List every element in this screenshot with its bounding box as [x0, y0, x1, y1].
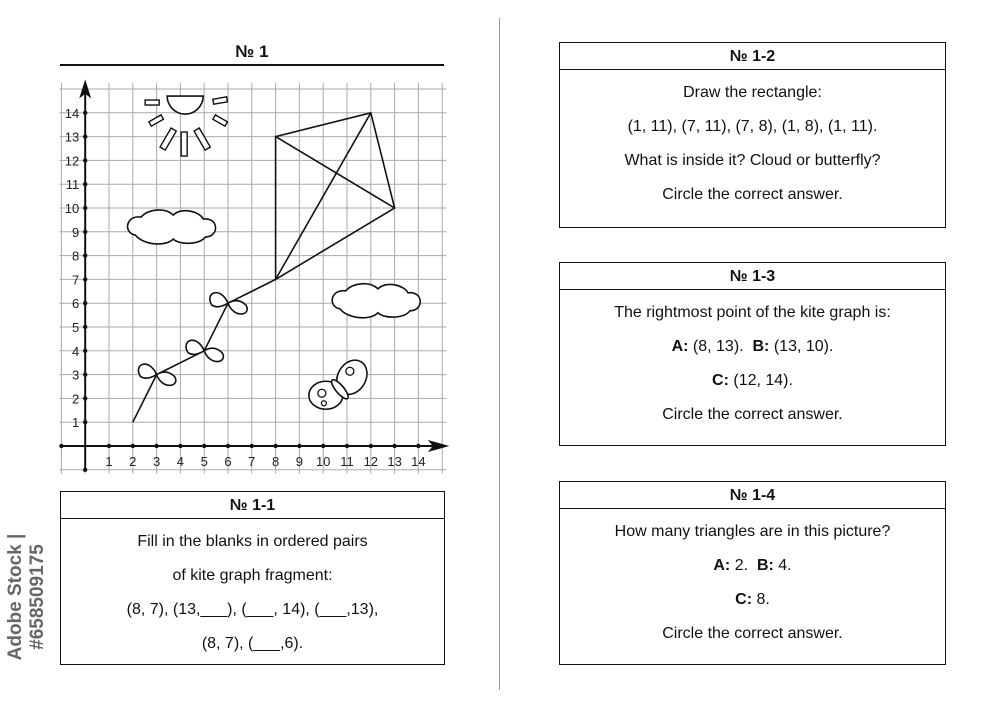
- y-tick-label: 11: [65, 177, 80, 193]
- y-tick-label: 14: [64, 105, 80, 121]
- x-tick-dot: [178, 444, 182, 448]
- task-1-2-line: (1, 11), (7, 11), (7, 8), (1, 8), (1, 11).: [627, 118, 878, 135]
- cloud-icon: [128, 210, 216, 244]
- y-tick-dot: [83, 111, 87, 115]
- task-1-4-box: [559, 481, 946, 665]
- x-tick-label: 7: [248, 454, 256, 469]
- kite-outline: [276, 113, 395, 280]
- sun-icon: [167, 96, 203, 114]
- x-tick-label: 14: [411, 454, 426, 469]
- x-tick-label: 12: [363, 454, 379, 469]
- y-tick-label: 5: [71, 320, 80, 335]
- bow-icon: [186, 340, 223, 361]
- option-b-label: B:: [752, 338, 770, 355]
- y-tick-dot: [83, 134, 87, 138]
- sun-ray: [194, 128, 210, 150]
- x-tick-dot: [107, 444, 111, 448]
- x-tick-dot: [131, 444, 135, 448]
- x-tick-label: 13: [387, 454, 402, 469]
- y-tick-dot: [83, 372, 87, 376]
- y-tick-dot: [83, 230, 87, 234]
- y-tick-label: 12: [64, 153, 80, 169]
- x-tick-label: 9: [295, 454, 304, 469]
- task-1-4-options-ab: [560, 549, 945, 583]
- coordinate-grid: [0, 0, 500, 490]
- task-1-3-instruction: Circle the correct answer.: [662, 406, 843, 423]
- x-tick-dot: [226, 444, 230, 448]
- x-tick-label: 3: [152, 454, 161, 469]
- option-c-label: C:: [735, 591, 753, 608]
- option-a-value: (8, 13).: [688, 338, 753, 355]
- y-tick-dot: [83, 349, 87, 353]
- option-b-label: B:: [756, 557, 774, 574]
- page-divider: [499, 18, 500, 690]
- y-tick-label: 13: [64, 129, 80, 145]
- x-tick-label: 2: [129, 454, 137, 469]
- x-tick-label: 4: [176, 454, 185, 469]
- y-tick-dot: [83, 301, 87, 305]
- task-1-1-line: Fill in the blanks in ordered pairs: [137, 533, 368, 550]
- y-tick-dot: [83, 420, 87, 424]
- task-1-3-question: The rightmost point of the kite graph is:: [614, 304, 891, 321]
- x-tick-dot: [369, 444, 373, 448]
- x-tick-label: 11: [340, 454, 354, 469]
- kite-diagonal: [276, 137, 395, 208]
- option-c-label: C:: [712, 372, 729, 389]
- task-1-4-option-c: [560, 583, 945, 617]
- y-tick-dot: [83, 182, 87, 186]
- y-tick-label: 9: [71, 224, 80, 240]
- y-tick-dot: [83, 396, 87, 400]
- option-b-value: (13, 10).: [769, 338, 834, 355]
- sun-ray: [181, 132, 187, 156]
- y-tick-label: 2: [71, 391, 80, 407]
- task-1-2-line: Draw the rectangle:: [683, 84, 822, 101]
- y-tick-dot: [83, 325, 87, 329]
- y-tick-label: 10: [64, 201, 80, 216]
- y-tick-dot: [83, 206, 87, 210]
- task-1-3-option-c: [560, 364, 945, 398]
- option-b-value: 4.: [773, 557, 792, 574]
- option-a-label: A:: [713, 557, 731, 574]
- x-tick-dot: [345, 444, 349, 448]
- x-tick-dot: [297, 444, 301, 448]
- sun-ray: [213, 97, 228, 104]
- task-1-1-line: of kite graph fragment:: [172, 567, 333, 584]
- watermark: Adobe Stock | #658509175: [5, 533, 48, 661]
- task-1-3-options-ab: [560, 330, 945, 364]
- task-1-title: № 1: [235, 42, 269, 61]
- y-tick-label: 3: [71, 367, 80, 383]
- y-tick-label: 8: [71, 248, 80, 264]
- y-tick-dot: [83, 468, 87, 472]
- task-1-2-box: [559, 42, 946, 228]
- x-tick-label: 6: [224, 454, 232, 469]
- y-tick-label: 6: [71, 296, 80, 312]
- x-tick-dot: [273, 444, 277, 448]
- task-1-4-question: How many triangles are in this picture?: [614, 523, 891, 540]
- y-tick-dot: [83, 277, 87, 281]
- task-1-2-line: What is inside it? Cloud or butterfly?: [624, 152, 881, 169]
- x-tick-dot: [250, 444, 254, 448]
- x-tick-label: 1: [105, 454, 113, 469]
- x-tick-label: 10: [315, 454, 331, 469]
- option-a-label: A:: [671, 338, 689, 355]
- task-1-3-box: [559, 262, 946, 446]
- sun-ray: [160, 128, 176, 150]
- x-tick-label: 8: [271, 454, 280, 469]
- option-c-value: (12, 14).: [728, 372, 793, 389]
- y-tick-label: 7: [71, 272, 80, 288]
- x-tick-dot: [416, 444, 420, 448]
- cloud-icon: [332, 284, 420, 318]
- task-1-1-box: [60, 491, 445, 665]
- task-1-1-line: (8, 7), (___,6).: [201, 635, 304, 652]
- task-1-4-title: № 1-4: [560, 482, 945, 509]
- option-c-value: 8.: [752, 591, 770, 608]
- task-1-2-line: Circle the correct answer.: [662, 186, 843, 203]
- task-1-2-title: № 1-2: [560, 43, 945, 70]
- sun-ray: [145, 100, 159, 105]
- x-tick-label: 5: [200, 454, 208, 469]
- x-tick-dot: [59, 444, 63, 448]
- task-1-4-instruction: Circle the correct answer.: [662, 625, 843, 642]
- x-tick-dot: [202, 444, 206, 448]
- y-tick-dot: [83, 158, 87, 162]
- task-1-1-title: № 1-1: [61, 492, 444, 519]
- option-a-value: 2.: [730, 557, 757, 574]
- x-tick-dot: [321, 444, 325, 448]
- task-1-1-line: (8, 7), (13,___), (___, 14), (___,13),: [126, 601, 379, 618]
- x-tick-dot: [154, 444, 158, 448]
- task-1-3-title: № 1-3: [560, 263, 945, 290]
- x-tick-dot: [392, 444, 396, 448]
- y-tick-label: 1: [71, 415, 80, 431]
- y-tick-label: 4: [71, 343, 80, 359]
- sun-ray: [213, 115, 228, 126]
- y-tick-dot: [83, 253, 87, 257]
